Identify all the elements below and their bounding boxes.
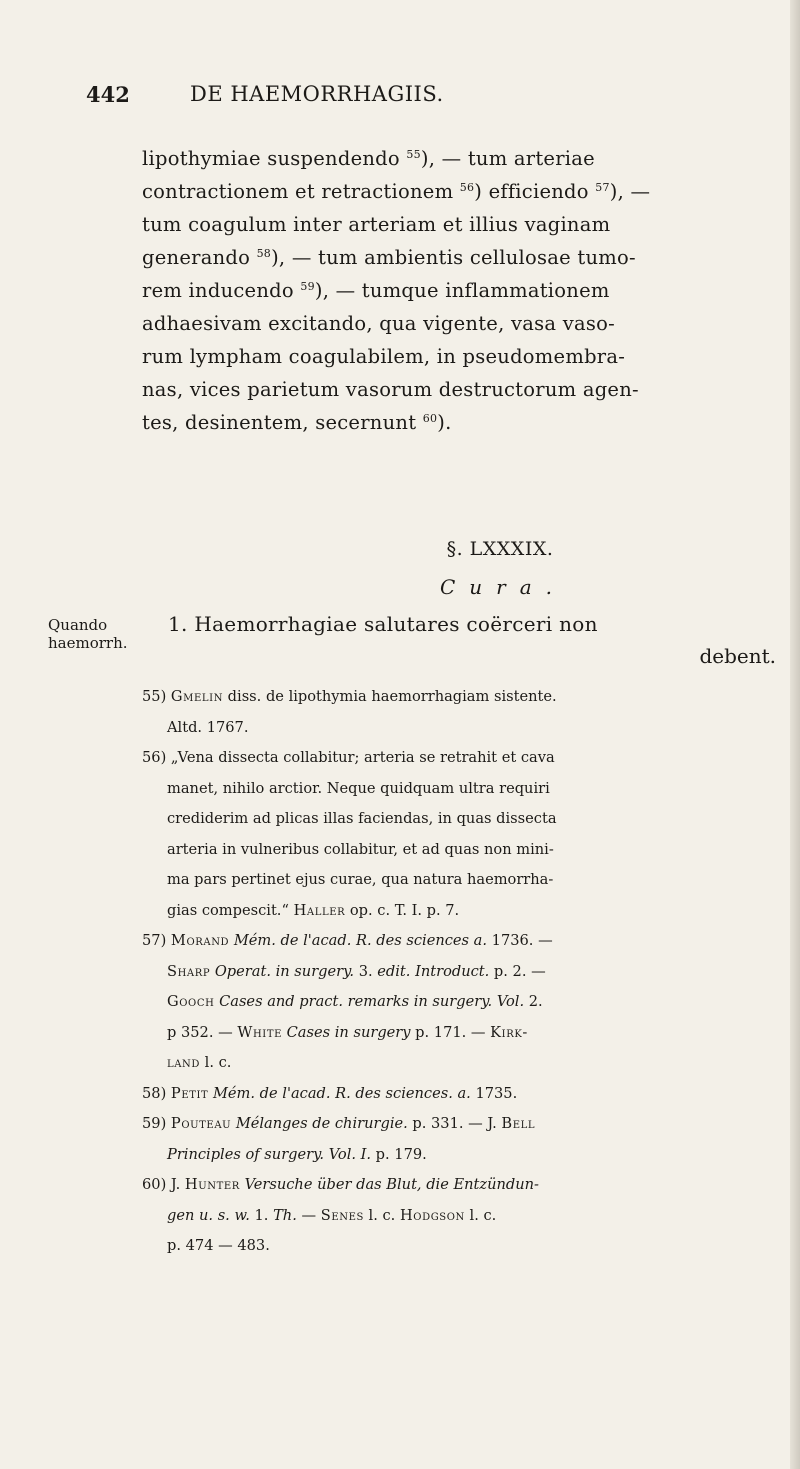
footnote-line: ma pars pertinet ejus curae, qua natura haemorrha- [167,871,554,888]
footnote-56: 56) „Vena dissecta collabitur; arteria se retrahit et cava [142,749,555,766]
footnote-line: gen u. s. w. 1. Th. — Senes l. c. Hodgson l. c. [167,1206,497,1224]
footnote-line: gias compescit.“ Haller op. c. T. I. p. 7. [167,901,460,919]
body-line: nas, vices parietum vasorum destructorum agen- [142,378,639,401]
footnote-line: p. 474 — 483. [167,1237,270,1254]
page-header [86,82,646,116]
running-title: DE HAEMORRHAGIIS. [190,82,444,106]
footnotes [142,682,792,1262]
footnote-line: crediderim ad plicas illas faciendas, in quas dissecta [167,810,557,827]
footnote-line: p 352. — White Cases in surgery p. 171. — Kirk- [167,1023,528,1041]
margin-note [48,616,128,652]
footnote-line: Gooch Cases and pract. remarks in surgery. Vol. 2. [167,993,543,1010]
section-subtitle: Cura. [440,575,567,599]
footnote-60: 60) J. Hunter Versuche über das Blut, die Entzündun- [142,1176,539,1193]
body-line: tes, desinentem, secernunt $^{60}$). [142,411,452,434]
body-line: tum coagulum inter arteriam et illius vaginam [142,213,611,236]
page-number: 442 [86,82,130,107]
margin-note-line: haemorrh. [48,634,128,652]
body-paragraph [142,142,782,439]
footnote-58: 58) Petit Mém. de l'acad. R. des sciences. a. 1735. [142,1084,518,1102]
footnote-55: 55) Gmelin diss. de lipothymia haemorrhagiam sistente. [142,688,557,705]
rule-text-end: debent. [699,644,776,668]
footnote-line: manet, nihilo arctior. Neque quidquam ultra requiri [167,779,550,797]
body-line: rem inducendo $^{59}$), — tumque inflammationem [142,279,610,302]
body-line: contractionem et retractionem $^{56}$) efficiendo $^{57}$), — [142,180,651,203]
margin-note-line: Quando [48,616,108,634]
section-heading: §. LXXXIX. [446,538,554,560]
footnote-line: land l. c. [167,1054,232,1071]
body-line: adhaesivam excitando, qua vigente, vasa vaso- [142,312,615,335]
body-line: rum lympham coagulabilem, in pseudomembra- [142,345,626,368]
footnote-line: arteria in vulneribus collabitur, et ad quas non mini- [167,840,554,858]
footnote-57: 57) Morand Mém. de l'acad. R. des sciences a. 1736. — [142,932,553,949]
body-line: lipothymiae suspendendo $^{55}$), — tum arteriae [142,147,595,170]
footnote-line: Principles of surgery. Vol. I. p. 179. [167,1145,427,1163]
footnote-line: Sharp Operat. in surgery. 3. edit. Introduct. p. 2. — [167,962,546,980]
rule-text: 1. Haemorrhagiae salutares coërceri non [168,612,598,636]
footnote-line: Altd. 1767. [167,718,249,736]
footnote-59: 59) Pouteau Mélanges de chirurgie. p. 331. — J. Bell [142,1115,536,1132]
body-line: generando $^{58}$), — tum ambientis cellulosae tumo- [142,246,636,269]
